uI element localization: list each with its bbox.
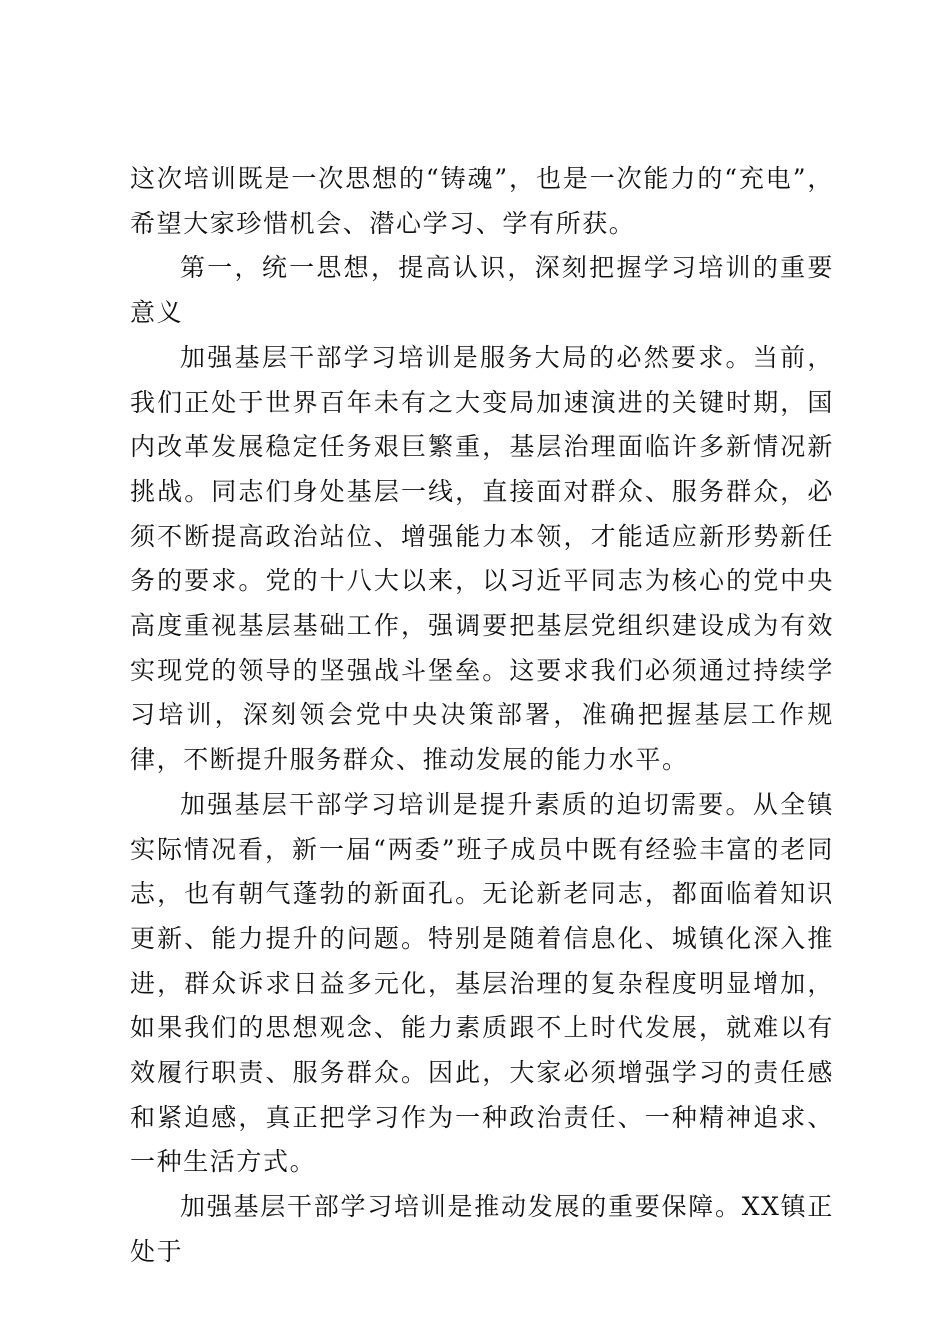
paragraph-promote-development: 加强基层干部学习培训是推动发展的重要保障。XX镇正处于 [130, 1192, 834, 1266]
paragraph-improve-quality: 加强基层干部学习培训是提升素质的迫切需要。从全镇实际情况看，新一届“两委”班子成员中既有经验丰富的老同志，也有朝气蓬勃的新面孔。无论新老同志，都面临着知识更新、能力提升的问题。特别是随着信息化、城镇化深入推进，群众诉求日益多元化，基层治理的复杂程度明显增加，如果我们的思想观念、能力素质跟不上时代发展，就难以有效履行职责、服务群众。因此，大家必须增强学习的责任感和紧迫感，真正把学习作为一种政治责任、一种精神追求、一种生活方式。 [130, 789, 834, 1177]
paragraph-serve-overall: 加强基层干部学习培训是服务大局的必然要求。当前，我们正处于世界百年未有之大变局加速演进的关键时期，国内改革发展稳定任务艰巨繁重，基层治理面临许多新情况新挑战。同志们身处基层一线，直接面对群众、服务群众，必须不断提高政治站位、增强能力本领，才能适应新形势新任务的要求。党的十八大以来，以习近平同志为核心的党中央高度重视基层基础工作，强调要把基层党组织建设成为有效实现党的领导的坚强战斗堡垒。这要求我们必须通过持续学习培训，深刻领会党中央决策部署，准确把握基层工作规律，不断提升服务群众、推动发展的能力水平。 [130, 342, 834, 775]
paragraph-intro-closing: 这次培训既是一次思想的“铸魂”，也是一次能力的“充电”，希望大家珍惜机会、潜心学习、学有所获。 [130, 164, 834, 238]
document-body [130, 157, 834, 1275]
section-heading-first: 第一，统一思想，提高认识，深刻把握学习培训的重要意义 [130, 253, 834, 328]
